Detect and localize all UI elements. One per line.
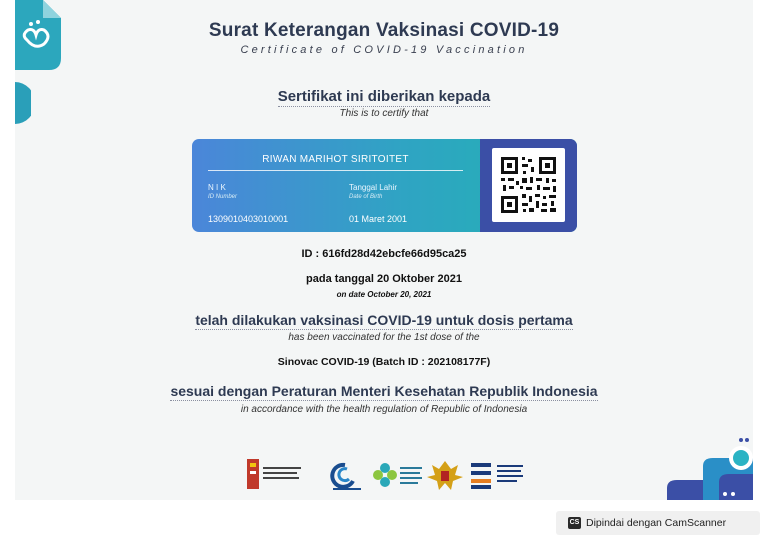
given-to-heading: Sertifikat ini diberikan kepada: [277, 88, 491, 105]
certificate-id: ID : 616fd28d42ebcfe66d95ca25: [301, 248, 467, 260]
regulation-statement: sesuai dengan Peraturan Menteri Kesehatan Republik Indonesia: [170, 383, 598, 399]
camscanner-label: Dipindai dengan CamScanner: [586, 517, 727, 529]
dose-statement: telah dilakukan vaksinasi COVID-19 untuk dosis pertama: [195, 312, 573, 328]
name-divider: [208, 170, 463, 171]
identity-card: [192, 139, 577, 232]
dob-value: 01 Maret 2001: [349, 214, 408, 224]
dob-label-en: Date of Birth: [349, 194, 383, 200]
corner-decoration-icon: [667, 436, 753, 500]
certificate-title: Surat Keterangan Vaksinasi COVID-19: [208, 20, 560, 41]
nik-value: 1309010403010001: [208, 214, 289, 224]
qr-panel: [480, 139, 577, 232]
dob-label: Tanggal Lahir: [349, 183, 398, 192]
logo-strip: [245, 455, 545, 495]
camscanner-logo-icon: CS: [568, 517, 581, 529]
camscanner-watermark: [556, 511, 760, 535]
vaccination-date: pada tanggal 20 Oktober 2021: [306, 273, 462, 285]
nik-label: N I K: [208, 183, 226, 192]
nik-label-en: ID Number: [208, 194, 238, 200]
vaccine-batch: Sinovac COVID-19 (Batch ID : 202108177F): [277, 356, 491, 368]
certificate-title-en: Certificate of COVID-19 Vaccination: [240, 44, 528, 56]
regulation-statement-en: in accordance with the health regulation of Republic of Indonesia: [240, 404, 528, 415]
certificate-page: [15, 0, 753, 500]
garuda-emblem: [427, 461, 463, 490]
given-to-heading-en: This is to certify that: [339, 108, 429, 119]
kpc-pen-logo: [247, 459, 301, 489]
bumn-logo: [471, 463, 523, 489]
vaccination-date-en: on date October 20, 2021: [336, 290, 432, 299]
dose-statement-en: has been vaccinated for the 1st dose of the: [288, 332, 480, 343]
kemenkes-logo: [373, 463, 422, 487]
qr-code-icon[interactable]: [492, 148, 565, 222]
kominfo-logo: [332, 465, 361, 490]
holder-name: RIWAN MARIHOT SIRITOITET: [262, 154, 409, 165]
